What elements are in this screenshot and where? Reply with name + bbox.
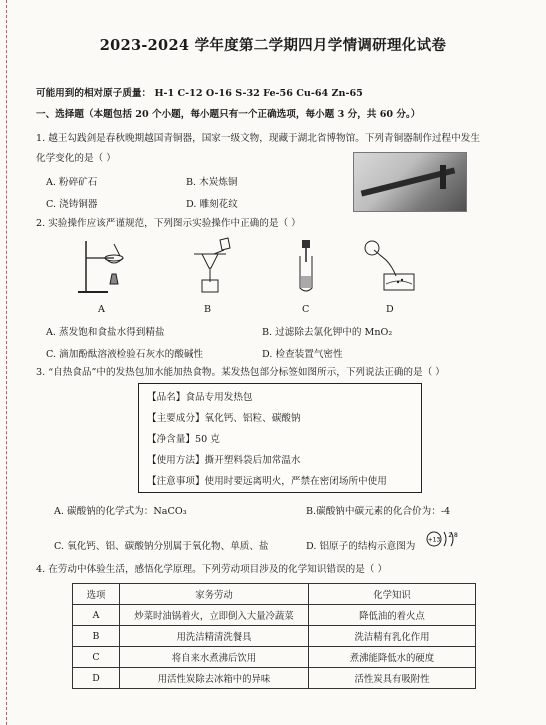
figure-a-evaporation	[74, 236, 134, 296]
label-row-cautions: 【注意事项】使用时要远离明火，严禁在密闭场所中使用	[147, 476, 387, 487]
table-header-row	[73, 584, 476, 605]
label-row-net-content: 【净含量】50 克	[147, 434, 220, 445]
table-cell: 活性炭具有吸附性	[309, 668, 476, 689]
atom-shells: 2 8	[448, 532, 458, 539]
table-cell: 炒菜时油锅着火，立即倒入大量冷蔬菜	[120, 605, 309, 626]
q3-option-c: C. 氧化钙、铝、碳酸钠分别属于氧化物、单质、盐	[54, 541, 269, 552]
q3-stem: 3. “自热食品”中的发热包加水能加热食物。某发热包部分标签如图所示，下列说法正确的是（ ）	[36, 367, 445, 378]
figure-label-a: A	[98, 304, 105, 315]
table-cell: 用洗洁精清洗餐具	[120, 626, 309, 647]
table-cell: 用活性炭除去冰箱中的异味	[120, 668, 309, 689]
table-cell: 洗洁精有乳化作用	[309, 626, 476, 647]
table-cell: D	[73, 668, 120, 689]
table-row	[73, 647, 476, 668]
label-row-usage: 【使用方法】撕开塑料袋后加常温水	[147, 455, 301, 466]
atomic-masses: 可能用到的相对原子质量： H-1 C-12 O-16 S-32 Fe-56 Cu-64 Zn-65	[36, 88, 363, 99]
table-header: 选项	[73, 584, 120, 605]
q2-option-b: B. 过滤除去氯化钾中的 MnO₂	[262, 327, 393, 338]
q3-option-d: D. 铝原子的结构示意图为	[306, 541, 416, 552]
q3-option-b: B.碳酸钠中碳元素的化合价为：-4	[306, 506, 451, 517]
figure-label-b: B	[204, 304, 212, 315]
label-row-ingredients: 【主要成分】氧化钙、铝粒、碳酸钠	[147, 413, 301, 424]
table-row	[73, 605, 476, 626]
q3-option-a: A. 碳酸钠的化学式为：NaCO₃	[54, 506, 187, 517]
table-cell: A	[73, 605, 120, 626]
q2-option-d: D. 检查装置气密性	[262, 349, 343, 360]
atom-nucleus: +13	[427, 536, 441, 544]
section-heading: 一、选择题（本题包括 20 个小题，每小题只有一个正确选项，每小题 3 分，共 60 分。）	[36, 109, 421, 120]
table-cell: 将自来水煮沸后饮用	[120, 647, 309, 668]
q2-stem: 2. 实验操作应该严谨规范，下列图示实验操作中正确的是（ ）	[36, 218, 301, 229]
bronze-sword-photo	[353, 152, 467, 212]
table-header: 家务劳动	[120, 584, 309, 605]
heating-pack-label	[138, 383, 422, 493]
figure-label-d: D	[386, 304, 394, 315]
q1-stem-line1: 1. 越王勾践剑是春秋晚期越国青铜器，国家一级文物，现藏于湖北省博物馆。下列青铜器制作过程中发生	[36, 133, 480, 144]
q1-option-c: C. 浇铸铜器	[46, 199, 98, 210]
q1-option-d: D. 雕刻花纹	[186, 199, 238, 210]
table-row	[73, 668, 476, 689]
table-cell: 降低油的着火点	[309, 605, 476, 626]
binding-line	[6, 0, 8, 725]
figure-label-c: C	[302, 304, 310, 315]
table-cell: C	[73, 647, 120, 668]
q2-option-a: A. 蒸发饱和食盐水得到精盐	[46, 327, 165, 338]
aluminum-atom-diagram	[426, 528, 466, 550]
table-row	[73, 626, 476, 647]
table-cell: 煮沸能降低水的硬度	[309, 647, 476, 668]
q4-table	[72, 583, 476, 689]
figure-b-filtration	[180, 236, 240, 296]
label-row-name: 【品名】食品专用发热包	[147, 392, 253, 403]
q1-option-a: A. 粉碎矿石	[46, 177, 98, 188]
table-cell: B	[73, 626, 120, 647]
q2-figures	[62, 236, 422, 304]
figure-c-dropper	[276, 236, 336, 296]
q2-option-c: C. 滴加酚酞溶液检验石灰水的酸碱性	[46, 349, 204, 360]
table-header: 化学知识	[309, 584, 476, 605]
q4-stem: 4. 在劳动中体验生活，感悟化学原理。下列劳动项目涉及的化学知识错误的是（ ）	[36, 564, 388, 575]
sword-hilt	[440, 165, 446, 189]
q1-stem-line2: 化学变化的是（ ）	[36, 153, 116, 164]
q1-option-b: B. 木炭炼铜	[186, 177, 238, 188]
figure-d-airtightness	[358, 236, 418, 296]
page-title: 2023-2024 学年度第二学期四月学情调研理化试卷	[99, 37, 447, 54]
